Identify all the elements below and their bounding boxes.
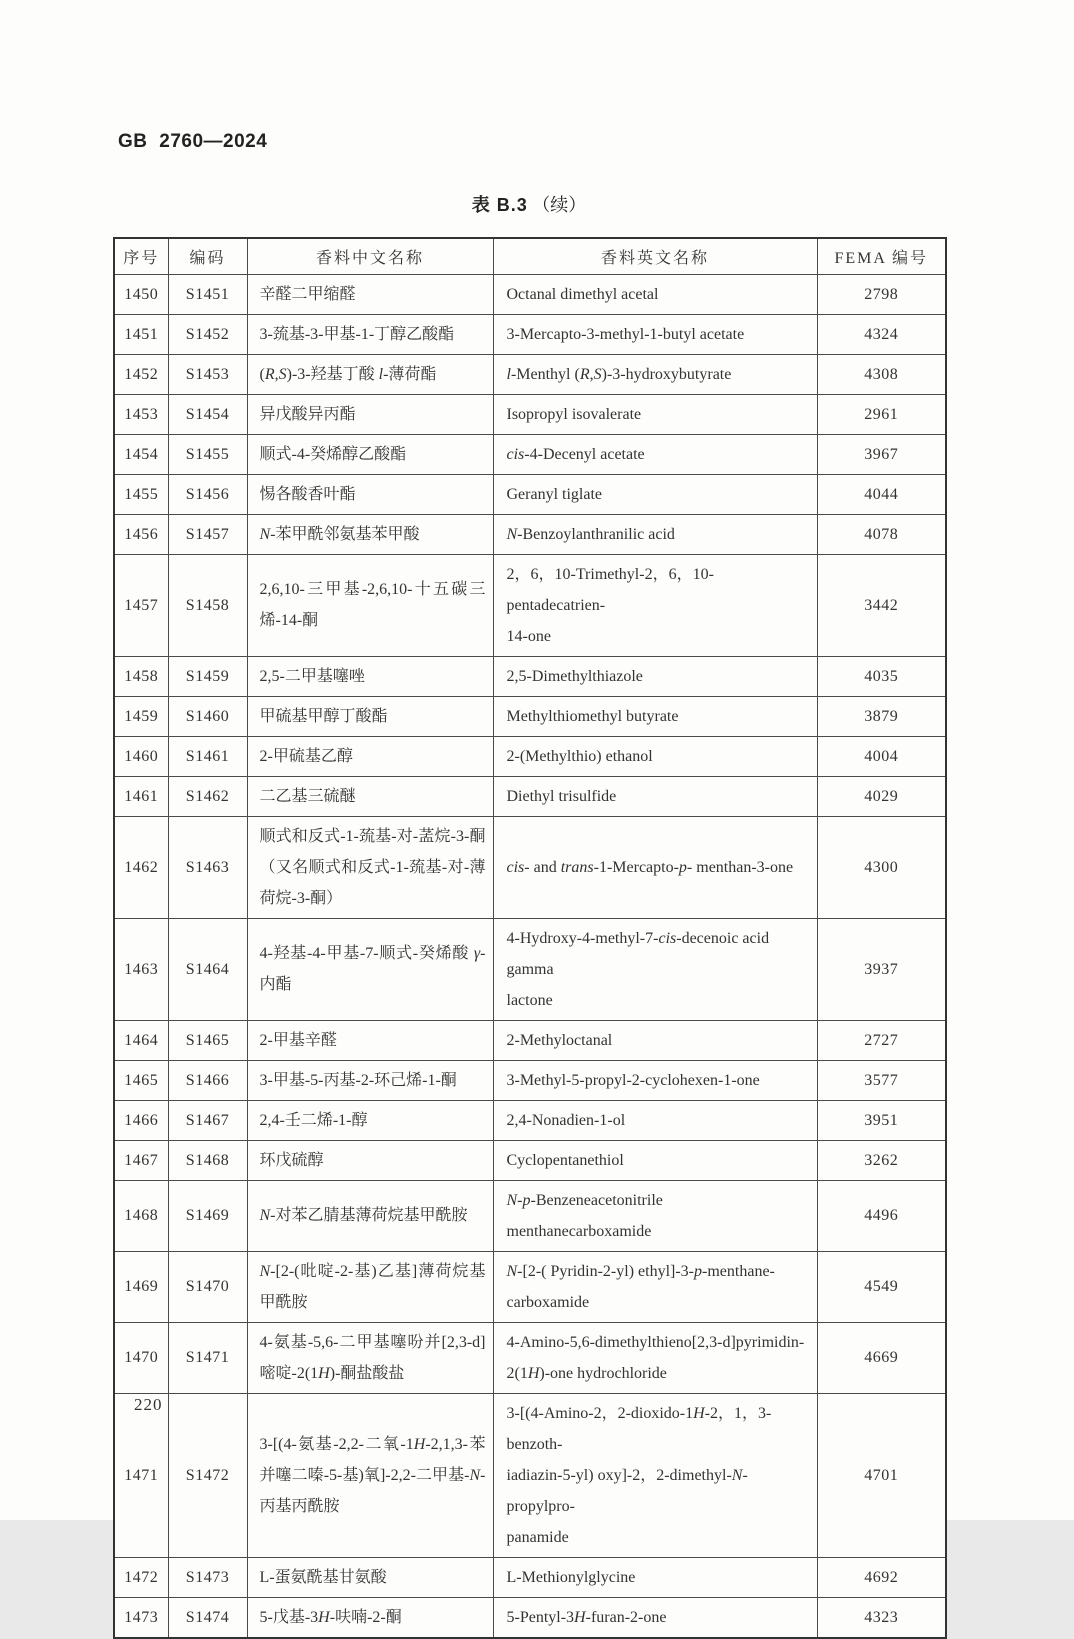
cell-english-name: l-Menthyl (R,S)-3-hydroxybutyrate (493, 354, 817, 394)
cell-english-name: Isopropyl isovalerate (493, 394, 817, 434)
table-row (114, 1100, 946, 1140)
cell-fema-number: 4035 (817, 656, 946, 696)
col-header-serial-no: 序号 (114, 238, 168, 274)
cell-chinese-name: 顺式-4-癸烯醇乙酸酯 (247, 434, 493, 474)
cell-fema-number: 4496 (817, 1180, 946, 1251)
table-row (114, 1020, 946, 1060)
cell-fema-number: 4701 (817, 1393, 946, 1557)
cell-chinese-name: 异戊酸异丙酯 (247, 394, 493, 434)
table-row (114, 314, 946, 354)
cell-serial-no: 1461 (114, 776, 168, 816)
cell-serial-no: 1467 (114, 1140, 168, 1180)
cell-english-name: 2,5-Dimethylthiazole (493, 656, 817, 696)
cell-english-name: Diethyl trisulfide (493, 776, 817, 816)
cell-fema-number: 4004 (817, 736, 946, 776)
cell-fema-number: 4044 (817, 474, 946, 514)
cell-chinese-name: N-对苯乙腈基薄荷烷基甲酰胺 (247, 1180, 493, 1251)
cell-serial-no: 1459 (114, 696, 168, 736)
cell-fema-number: 4078 (817, 514, 946, 554)
table-title (113, 191, 945, 217)
cell-code: S1462 (168, 776, 247, 816)
cell-english-name: 2，6，10-Trimethyl-2，6，10-pentadecatrien- 14-one (493, 554, 817, 656)
cell-serial-no: 1465 (114, 1060, 168, 1100)
cell-chinese-name: 3-巯基-3-甲基-1-丁醇乙酸酯 (247, 314, 493, 354)
cell-english-name: L-Methionylglycine (493, 1557, 817, 1597)
cell-serial-no: 1450 (114, 274, 168, 314)
cell-english-name: Methylthiomethyl butyrate (493, 696, 817, 736)
col-header-code: 编码 (168, 238, 247, 274)
table-body (114, 274, 946, 1638)
cell-fema-number: 4029 (817, 776, 946, 816)
cell-fema-number: 3967 (817, 434, 946, 474)
table-row (114, 776, 946, 816)
cell-chinese-name: 惕各酸香叶酯 (247, 474, 493, 514)
cell-code: S1458 (168, 554, 247, 656)
cell-english-name: N-p-Benzeneacetonitrile menthanecarboxamide (493, 1180, 817, 1251)
cell-code: S1471 (168, 1322, 247, 1393)
table-row (114, 918, 946, 1020)
cell-english-name: 2-Methyloctanal (493, 1020, 817, 1060)
cell-serial-no: 1452 (114, 354, 168, 394)
cell-chinese-name: 3-[(4-氨基-2,2-二氧-1H-2,1,3-苯并噻二嗪-5-基)氧]-2,2-二甲基-N-丙基丙酰胺 (247, 1393, 493, 1557)
cell-english-name: 3-[(4-Amino-2，2-dioxido-1H-2，1，3-benzoth- iadiazin-5-yl) oxy]-2，2-dimethyl-N-propylpro- panamide (493, 1393, 817, 1557)
cell-english-name: 5-Pentyl-3H-furan-2-one (493, 1597, 817, 1638)
cell-chinese-name: 甲硫基甲醇丁酸酯 (247, 696, 493, 736)
cell-code: S1465 (168, 1020, 247, 1060)
cell-fema-number: 3937 (817, 918, 946, 1020)
cell-code: S1452 (168, 314, 247, 354)
cell-serial-no: 1472 (114, 1557, 168, 1597)
cell-english-name: cis- and trans-1-Mercapto-p- menthan-3-one (493, 816, 817, 918)
cell-code: S1473 (168, 1557, 247, 1597)
table-row (114, 696, 946, 736)
cell-chinese-name: 2,5-二甲基噻唑 (247, 656, 493, 696)
cell-fema-number: 4300 (817, 816, 946, 918)
table-row (114, 514, 946, 554)
cell-fema-number: 4669 (817, 1322, 946, 1393)
cell-serial-no: 1463 (114, 918, 168, 1020)
doc-code-number: 2760—2024 (159, 131, 268, 152)
cell-chinese-name: (R,S)-3-羟基丁酸 l-薄荷酯 (247, 354, 493, 394)
cell-code: S1467 (168, 1100, 247, 1140)
cell-chinese-name: 2-甲硫基乙醇 (247, 736, 493, 776)
table-row (114, 394, 946, 434)
cell-fema-number: 3879 (817, 696, 946, 736)
cell-serial-no: 1462 (114, 816, 168, 918)
cell-chinese-name: 4-羟基-4-甲基-7-顺式-癸烯酸 γ-内酯 (247, 918, 493, 1020)
cell-code: S1464 (168, 918, 247, 1020)
cell-english-name: N-[2-( Pyridin-2-yl) ethyl]-3-p-menthane- carboxamide (493, 1251, 817, 1322)
cell-chinese-name: 4-氨基-5,6-二甲基噻吩并[2,3-d]嘧啶-2(1H)-酮盐酸盐 (247, 1322, 493, 1393)
cell-serial-no: 1454 (114, 434, 168, 474)
cell-code: S1454 (168, 394, 247, 434)
cell-fema-number: 3442 (817, 554, 946, 656)
table-row (114, 1393, 946, 1557)
cell-english-name: 3-Methyl-5-propyl-2-cyclohexen-1-one (493, 1060, 817, 1100)
cell-serial-no: 1453 (114, 394, 168, 434)
cell-serial-no: 1451 (114, 314, 168, 354)
cell-serial-no: 1469 (114, 1251, 168, 1322)
table-row (114, 1140, 946, 1180)
cell-code: S1470 (168, 1251, 247, 1322)
cell-code: S1468 (168, 1140, 247, 1180)
cell-fema-number: 2961 (817, 394, 946, 434)
cell-serial-no: 1458 (114, 656, 168, 696)
table-row (114, 736, 946, 776)
cell-code: S1469 (168, 1180, 247, 1251)
table-row (114, 274, 946, 314)
cell-chinese-name: 二乙基三硫醚 (247, 776, 493, 816)
table-row (114, 1180, 946, 1251)
cell-serial-no: 1456 (114, 514, 168, 554)
doc-code-prefix: GB (118, 131, 148, 152)
table-row (114, 554, 946, 656)
cell-english-name: 2-(Methylthio) ethanol (493, 736, 817, 776)
table-row (114, 1597, 946, 1638)
cell-chinese-name: 2,4-壬二烯-1-醇 (247, 1100, 493, 1140)
flavoring-table (113, 237, 947, 1639)
cell-fema-number: 2727 (817, 1020, 946, 1060)
cell-english-name: 3-Mercapto-3-methyl-1-butyl acetate (493, 314, 817, 354)
cell-serial-no: 1457 (114, 554, 168, 656)
cell-english-name: Geranyl tiglate (493, 474, 817, 514)
page-number: 220 (134, 1395, 163, 1414)
col-header-chinese-name: 香料中文名称 (247, 238, 493, 274)
cell-fema-number: 3262 (817, 1140, 946, 1180)
cell-chinese-name: 5-戊基-3H-呋喃-2-酮 (247, 1597, 493, 1638)
cell-english-name: N-Benzoylanthranilic acid (493, 514, 817, 554)
cell-fema-number: 3577 (817, 1060, 946, 1100)
cell-english-name: 4-Amino-5,6-dimethylthieno[2,3-d]pyrimidin- 2(1H)-one hydrochloride (493, 1322, 817, 1393)
cell-code: S1459 (168, 656, 247, 696)
cell-fema-number: 4323 (817, 1597, 946, 1638)
cell-fema-number: 4308 (817, 354, 946, 394)
cell-chinese-name: L-蛋氨酰基甘氨酸 (247, 1557, 493, 1597)
cell-serial-no: 1466 (114, 1100, 168, 1140)
cell-code: S1461 (168, 736, 247, 776)
cell-serial-no: 1471 (114, 1393, 168, 1557)
cell-serial-no: 1455 (114, 474, 168, 514)
doc-code (118, 131, 267, 153)
cell-serial-no: 1460 (114, 736, 168, 776)
cell-serial-no: 1470 (114, 1322, 168, 1393)
cell-chinese-name: 环戊硫醇 (247, 1140, 493, 1180)
cell-code: S1457 (168, 514, 247, 554)
table-title-continued: （续） (532, 195, 587, 215)
cell-fema-number: 4692 (817, 1557, 946, 1597)
cell-chinese-name: 2,6,10-三甲基-2,6,10-十五碳三烯-14-酮 (247, 554, 493, 656)
cell-code: S1472 (168, 1393, 247, 1557)
cell-chinese-name: 3-甲基-5-丙基-2-环己烯-1-酮 (247, 1060, 493, 1100)
table-title-label: 表 B.3 (471, 195, 528, 215)
cell-chinese-name: 顺式和反式-1-巯基-对-䓝烷-3-酮（又名顺式和反式-1-巯基-对-薄荷烷-3-酮） (247, 816, 493, 918)
cell-fema-number: 2798 (817, 274, 946, 314)
cell-english-name: 2,4-Nonadien-1-ol (493, 1100, 817, 1140)
table-row (114, 1557, 946, 1597)
table-header-row (114, 238, 946, 274)
cell-code: S1453 (168, 354, 247, 394)
col-header-english-name: 香料英文名称 (493, 238, 817, 274)
cell-fema-number: 3951 (817, 1100, 946, 1140)
table-row (114, 1322, 946, 1393)
cell-code: S1463 (168, 816, 247, 918)
cell-english-name: 4-Hydroxy-4-methyl-7-cis-decenoic acid gamma lactone (493, 918, 817, 1020)
cell-english-name: Cyclopentanethiol (493, 1140, 817, 1180)
cell-chinese-name: 2-甲基辛醛 (247, 1020, 493, 1060)
cell-code: S1456 (168, 474, 247, 514)
cell-code: S1460 (168, 696, 247, 736)
table-row (114, 816, 946, 918)
table-row (114, 474, 946, 514)
cell-code: S1474 (168, 1597, 247, 1638)
cell-serial-no: 1473 (114, 1597, 168, 1638)
cell-serial-no: 1468 (114, 1180, 168, 1251)
cell-code: S1466 (168, 1060, 247, 1100)
cell-chinese-name: 辛醛二甲缩醛 (247, 274, 493, 314)
cell-code: S1455 (168, 434, 247, 474)
cell-chinese-name: N-[2-(吡啶-2-基)乙基]薄荷烷基甲酰胺 (247, 1251, 493, 1322)
table-row (114, 1251, 946, 1322)
cell-chinese-name: N-苯甲酰邻氨基苯甲酸 (247, 514, 493, 554)
cell-serial-no: 1464 (114, 1020, 168, 1060)
cell-english-name: Octanal dimethyl acetal (493, 274, 817, 314)
cell-fema-number: 4324 (817, 314, 946, 354)
table-row (114, 354, 946, 394)
cell-fema-number: 4549 (817, 1251, 946, 1322)
table-row (114, 1060, 946, 1100)
cell-code: S1451 (168, 274, 247, 314)
col-header-fema-number: FEMA 编号 (817, 238, 946, 274)
table-row (114, 656, 946, 696)
cell-english-name: cis-4-Decenyl acetate (493, 434, 817, 474)
table-row (114, 434, 946, 474)
